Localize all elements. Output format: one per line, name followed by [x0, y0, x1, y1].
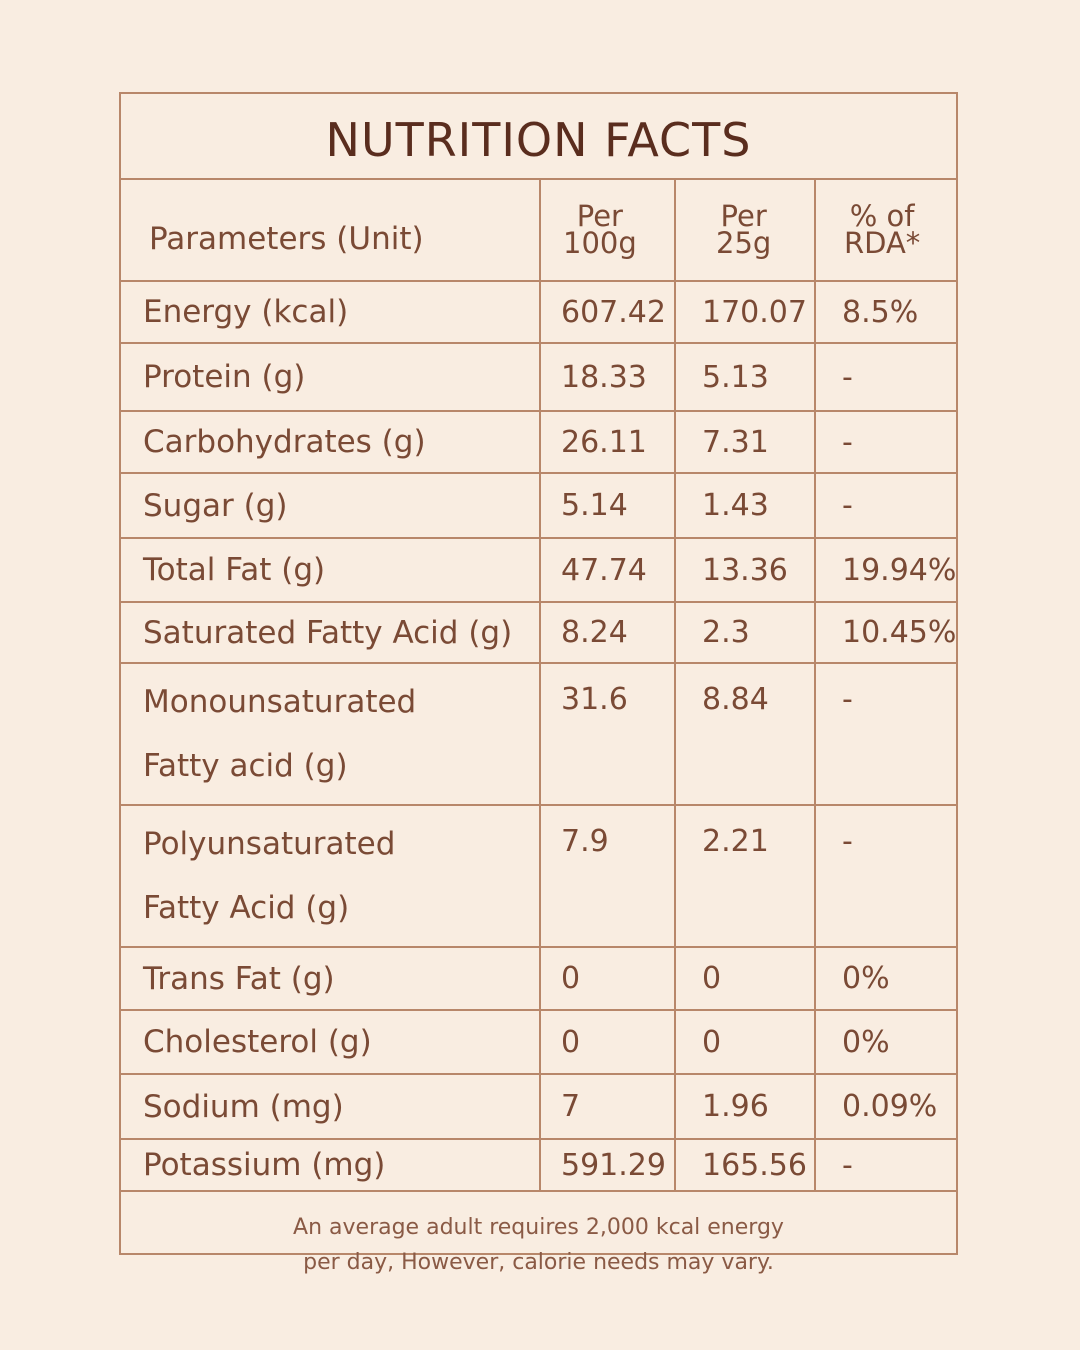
- row-label-line1: Monounsaturated: [143, 684, 417, 720]
- row-rda: 0%: [815, 947, 956, 1010]
- row-label: [121, 805, 540, 947]
- row-rda: -: [815, 805, 956, 947]
- row-per-100g: 26.11: [540, 411, 675, 473]
- table-header-row: [121, 180, 956, 281]
- table-row: [121, 805, 956, 947]
- row-per-25g: 1.96: [675, 1074, 815, 1139]
- row-per-25g: 1.43: [675, 473, 815, 538]
- row-per-100g: 31.6: [540, 663, 675, 805]
- table-row: [121, 1139, 956, 1191]
- header-rda-line1: % of: [849, 199, 915, 233]
- nutrition-table: [121, 180, 956, 1192]
- row-rda: -: [815, 473, 956, 538]
- table-row: [121, 602, 956, 663]
- row-per-25g: 2.21: [675, 805, 815, 947]
- row-per-100g: 607.42: [540, 281, 675, 343]
- table-row: [121, 538, 956, 602]
- row-label: Total Fat (g): [121, 538, 540, 602]
- row-label-line1: Polyunsaturated: [143, 826, 396, 862]
- row-per-100g: 591.29: [540, 1139, 675, 1191]
- footnote: [121, 1192, 956, 1280]
- row-rda: 0%: [815, 1010, 956, 1074]
- row-rda: -: [815, 411, 956, 473]
- row-label: Protein (g): [121, 343, 540, 411]
- header-per-100g: [540, 180, 675, 281]
- header-rda-line2: RDA*: [844, 226, 921, 260]
- header-per-100g-line2: 100g: [563, 226, 637, 260]
- row-rda: -: [815, 343, 956, 411]
- row-per-100g: 7.9: [540, 805, 675, 947]
- row-label: Potassium (mg): [121, 1139, 540, 1191]
- row-label: Trans Fat (g): [121, 947, 540, 1010]
- row-label: Cholesterol (g): [121, 1010, 540, 1074]
- row-per-25g: 13.36: [675, 538, 815, 602]
- nutrition-facts-panel: [119, 92, 958, 1275]
- table-row: [121, 1010, 956, 1074]
- row-per-100g: 47.74: [540, 538, 675, 602]
- header-per-25g: [675, 180, 815, 281]
- row-per-100g: 5.14: [540, 473, 675, 538]
- row-per-25g: 5.13: [675, 343, 815, 411]
- row-per-100g: 0: [540, 947, 675, 1010]
- footnote-line1: An average adult requires 2,000 kcal energy: [293, 1215, 784, 1240]
- header-rda: [815, 180, 956, 281]
- table-row: [121, 947, 956, 1010]
- row-per-100g: 7: [540, 1074, 675, 1139]
- table-row: [121, 343, 956, 411]
- row-rda: -: [815, 663, 956, 805]
- row-per-100g: 0: [540, 1010, 675, 1074]
- row-label: Saturated Fatty Acid (g): [121, 602, 540, 663]
- row-per-100g: 18.33: [540, 343, 675, 411]
- footnote-line2: per day, However, calorie needs may vary.: [303, 1250, 774, 1275]
- row-per-25g: 8.84: [675, 663, 815, 805]
- row-per-25g: 0: [675, 947, 815, 1010]
- row-per-25g: 2.3: [675, 602, 815, 663]
- row-rda: 8.5%: [815, 281, 956, 343]
- row-label-line2: Fatty acid (g): [143, 748, 348, 784]
- table-row: [121, 411, 956, 473]
- row-per-100g: 8.24: [540, 602, 675, 663]
- row-label: Sodium (mg): [121, 1074, 540, 1139]
- row-label: Carbohydrates (g): [121, 411, 540, 473]
- header-per-25g-line2: 25g: [716, 226, 772, 260]
- row-per-25g: 0: [675, 1010, 815, 1074]
- row-label: Sugar (g): [121, 473, 540, 538]
- row-rda: 10.45%: [815, 602, 956, 663]
- table-row: [121, 1074, 956, 1139]
- row-per-25g: 170.07: [675, 281, 815, 343]
- row-rda: 0.09%: [815, 1074, 956, 1139]
- row-per-25g: 165.56: [675, 1139, 815, 1191]
- row-rda: 19.94%: [815, 538, 956, 602]
- table-row: [121, 663, 956, 805]
- table-row: [121, 473, 956, 538]
- header-per-100g-line1: Per: [576, 199, 623, 233]
- page-title: NUTRITION FACTS: [121, 94, 956, 180]
- row-per-25g: 7.31: [675, 411, 815, 473]
- row-label-line2: Fatty Acid (g): [143, 890, 350, 926]
- header-per-25g-line1: Per: [720, 199, 767, 233]
- row-rda: -: [815, 1139, 956, 1191]
- row-label: Energy (kcal): [121, 281, 540, 343]
- row-label: [121, 663, 540, 805]
- header-parameter: Parameters (Unit): [121, 180, 540, 281]
- table-row: [121, 281, 956, 343]
